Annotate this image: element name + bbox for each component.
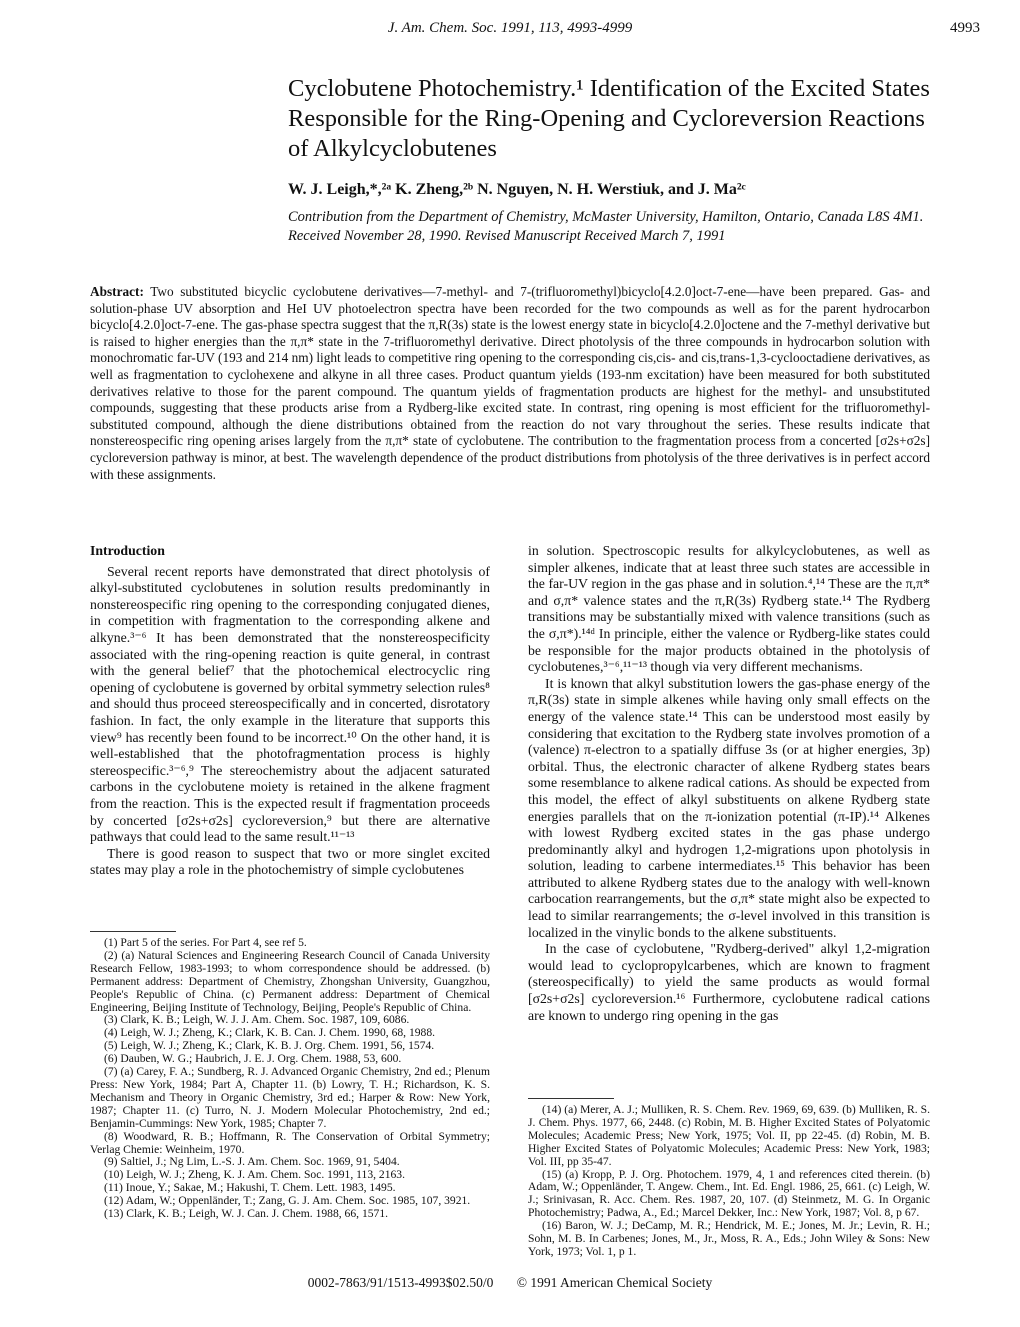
footnote: (8) Woodward, R. B.; Hoffmann, R. The Conservation of Orbital Symmetry; Verlag Chemie: Weinheim, 1970.: [90, 1129, 490, 1156]
body-paragraph: In the case of cyclobutene, "Rydberg-derived" alkyl 1,2-migration would lead to cyclopropylcarbenes, which are known to fragment (stereospecifically) to yield the same products as would formal [σ2s+σ2s] cycloreversion.¹⁶ Furthermore, cyclobutene radical cations are known to undergo ring opening in the gas: [528, 941, 930, 1023]
left-column: [90, 543, 490, 879]
footnotes-right: [528, 1098, 930, 1259]
body-paragraph: There is good reason to suspect that two or more singlet excited states may play a role in the photochemistry of simple cyclobutenes: [90, 845, 490, 878]
footnote: (15) (a) Kropp, P. J. Org. Photochem. 1979, 4, 1 and references cited therein. (b) Adam, W.; Oppenländer, T. Angew. Chem., Int. Ed. Engl. 1986, 25, 661. (c) Leigh, W. J.; Srinivasan, R. Acc. Chem. Res. 1987, 20, 107. (d) Steinmetz, M. G. In Organic Photochemistry; Padwa, A., Ed.; Marcel Dekker, Inc.: New York, 1987; Vol. 8, p 67.: [528, 1167, 930, 1220]
footnote: (3) Clark, K. B.; Leigh, W. J. J. Am. Chem. Soc. 1987, 109, 6086.: [104, 1013, 410, 1027]
footnote: (2) (a) Natural Sciences and Engineering Research Council of Canada University Research Fellow, 1983-1993; to whom correspondence should be addressed. (b) Permanent address: Department of Chemistry, Zhongshan University, Guangzhou, People's Republic of China. (c) Permanent address: Department of Chemical Engineering, Beijing Institute of Technology, Beijing, People's Republic of China.: [90, 948, 490, 1014]
right-column: [528, 543, 930, 1024]
footnote: (6) Dauben, W. G.; Haubrich, J. E. J. Org. Chem. 1988, 53, 600.: [104, 1052, 402, 1066]
footnote-rule: [528, 1098, 614, 1099]
issn-code: 0002-7863/91/1513-4993$02.50/0: [307, 1275, 494, 1290]
article-title: Cyclobutene Photochemistry.¹ Identification of the Excited States Responsible for the Ring-Opening and Cycloreversion Reactions of Alkylcyclobutenes: [288, 75, 930, 162]
footnote: (11) Inoue, Y.; Sakae, M.; Hakushi, T. Chem. Lett. 1983, 1495.: [104, 1181, 396, 1195]
footnote: (16) Baron, W. J.; DeCamp, M. R.; Hendrick, M. E.; Jones, M. Jr.; Levin, R. H.; Sohn, M. B. In Carbenes; Jones, M., Jr., Moss, R. A., Eds.; John Wiley & Sons: New York, 1973; Vol. 1, p 1.: [528, 1219, 930, 1258]
affiliation: Contribution from the Department of Chemistry, McMaster University, Hamilton, Ontario, Canada L8S 4M1. Received November 28, 1990. Revised Manuscript Received March 7, 1991: [288, 209, 924, 244]
footnote: (9) Saltiel, J.; Ng Lim, L.-S. J. Am. Chem. Soc. 1969, 91, 5404.: [104, 1155, 400, 1169]
page-footer: [0, 1275, 1020, 1291]
abstract: [90, 284, 930, 483]
footnote: (10) Leigh, W. J.; Zheng, K. J. Am. Chem. Soc. 1991, 113, 2163.: [104, 1168, 405, 1182]
body-paragraph: It is known that alkyl substitution lowers the gas-phase energy of the π,R(3s) state in simple alkenes while having only small effects on the energy of the valence state.¹⁴ This can be understood most easily by considering that excitation to the Rydberg state involves promotion of a (valence) π-electron to a spatially diffuse 3s (or at higher energies, 3p) orbital. Thus, the electronic character of alkene Rydberg states bears some resemblance to alkene radical cations. As should be expected from this model, the effect of alkyl substituents on alkene Rydberg state energies parallels that on the π-ionization potential (π-IP).¹⁴ Alkenes with lowest Rydberg excited states in the gas phase undergo predominantly alkyl and hydrogen 1,2-migrations upon photolysis in solution, leading to carbene intermediates.¹⁵ This behavior has been attributed to alkene Rydberg states due to the analogy with well-known carbocation rearrangements, but the σ,π* state might also be expected to lead to similar rearrangements; the σ-level involved in this transition is localized in the vinylic bonds to the alkene substituents.: [528, 675, 930, 940]
body-paragraph: Several recent reports have demonstrated that direct photolysis of alkyl-substituted cyclobutenes in solution results predominantly in nonstereospecific ring opening to the corresponding conjugated dienes, in competition with fragmentation to the corresponding alkene and alkyne.³⁻⁶ It has been demonstrated that the nonstereospecificity associated with the ring-opening reaction is quite general, in contrast with the general belief⁷ that the photochemical electrocyclic ring opening of cyclobutene is governed by orbital symmetry selection rules⁸ and should thus proceed stereospecifically and in concerted, disrotatory fashion. In fact, the only example in the literature that supports this view⁹ has recently been found to be incorrect.¹⁰ On the other hand, it is well-established that the photofragmentation process is highly stereospecific.³⁻⁶,⁹ The stereochemistry about the adjacent saturated carbons in the cyclobutene moiety is retained in the alkene fragment from the reaction. This is the expected result if fragmentation proceeds by concerted [σ2s+σ2s] cycloreversion,⁹ but there are alternative pathways that could lead to the same result.¹¹⁻¹³: [90, 563, 490, 845]
footnote: (12) Adam, W.; Oppenländer, T.; Zang, G. J. Am. Chem. Soc. 1985, 107, 3921.: [104, 1194, 471, 1208]
page-number: 4993: [950, 20, 980, 36]
body-paragraph: in solution. Spectroscopic results for alkylcyclobutenes, as well as simpler alkenes, indicate that at least three such states are accessible in the far-UV region in the gas phase and in solution.⁴,¹⁴ These are the π,π* and σ,π* valence states and the π,R(3s) Rydberg state.¹⁴ The Rydberg transitions may be substantially mixed with valence transitions (such as the σ,π*).¹⁴ᵈ In principle, either the valence or Rydberg-like states could be responsible for the major products obtained in the photolysis of cyclobutenes,³⁻⁶,¹¹⁻¹³ though via very different mechanisms.: [528, 543, 930, 675]
footnote: (7) (a) Carey, F. A.; Sundberg, R. J. Advanced Organic Chemistry, 2nd ed.; Plenum Press: New York, 1984; Part A, Chapter 11. (b) Lowry, T. H.; Richardson, K. S. Mechanism and Theory in Organic Chemistry, 3rd ed.; Harper & Row: New York, 1987; Chapter 11. (c) Turro, N. J. Modern Molecular Photochemistry, 2nd ed.; Benjamin-Cummings: New York, 1985; Chapter 7.: [90, 1065, 490, 1130]
footnote: (14) (a) Merer, A. J.; Mulliken, R. S. Chem. Rev. 1969, 69, 639. (b) Mulliken, R. S. J. Chem. Phys. 1977, 66, 2448. (c) Robin, M. B. Higher Excited States of Polyatomic Molecules; Academic Press; New York, 1975; Vol. II, pp 22-45. (d) Robin, M. B. Higher Excited States of Polyatomic Molecules; Academic Press: New York, 1983; Vol. III, pp 35-47.: [528, 1103, 930, 1168]
abstract-label: Abstract:: [90, 284, 144, 299]
footnote: (5) Leigh, W. J.; Zheng, K.; Clark, K. B. J. Org. Chem. 1991, 56, 1574.: [104, 1039, 435, 1053]
footnote: (13) Clark, K. B.; Leigh, W. J. Can. J. Chem. 1988, 66, 1571.: [104, 1207, 389, 1221]
footnote-rule: [90, 931, 176, 932]
footnote: (1) Part 5 of the series. For Part 4, see ref 5.: [104, 936, 307, 949]
abstract-text: Two substituted bicyclic cyclobutene derivatives—7-methyl- and 7-(trifluoromethyl)bicyclo[4.2.0]oct-7-ene—have been prepared. Gas- and solution-phase UV absorption and HeI UV photoelectron spectra have been recorded for the two compounds as well as for the parent hydrocarbon bicyclo[4.2.0]oct-7-ene. The gas-phase spectra suggest that the π,R(3s) state is the lowest energy state in bicyclo[4.2.0]octene and the 7-methyl derivative but is raised to higher energies than the π,π* state in the 7-trifluoromethyl derivative. Direct photolysis of the three compounds in hydrocarbon solution with monochromatic far-UV (193 and 214 nm) light leads to competitive ring opening to the corresponding cis,cis- and cis,trans-1,3-cyclooctadiene derivatives, as well as fragmentation to cyclohexene and alkyne in all three cases. Product quantum yields (193-nm excitation) have been measured for both substituted derivatives relative to those for the parent compound. The quantum yields of fragmentation products are highest for the methyl- and unsubstituted compounds, suggesting that these products arise from a Rydberg-like excited state. In contrast, ring opening is most efficient for the trifluoromethyl-substituted compound, although the diene distributions obtained from the reaction do not vary throughout the series. These results indicate that nonstereospecific ring opening arises largely from the π,π* state of cyclobutene. The contribution to the fragmentation process from a concerted [σ2s+σ2s] cycloreversion pathway is minor, at best. The wavelength dependence of the product distributions from photolysis of the three derivatives is in perfect accord with these assignments.: [90, 284, 930, 482]
footnotes-left: [90, 931, 490, 1221]
footnote: (4) Leigh, W. J.; Zheng, K.; Clark, K. B. Can. J. Chem. 1990, 68, 1988.: [104, 1026, 436, 1040]
running-header: J. Am. Chem. Soc. 1991, 113, 4993-4999: [387, 20, 633, 36]
copyright: © 1991 American Chemical Society: [516, 1275, 713, 1290]
section-heading: Introduction: [90, 543, 165, 558]
author-list: W. J. Leigh,*,²ᵃ K. Zheng,²ᵇ N. Nguyen, N. H. Werstiuk, and J. Ma²ᶜ: [288, 181, 746, 198]
